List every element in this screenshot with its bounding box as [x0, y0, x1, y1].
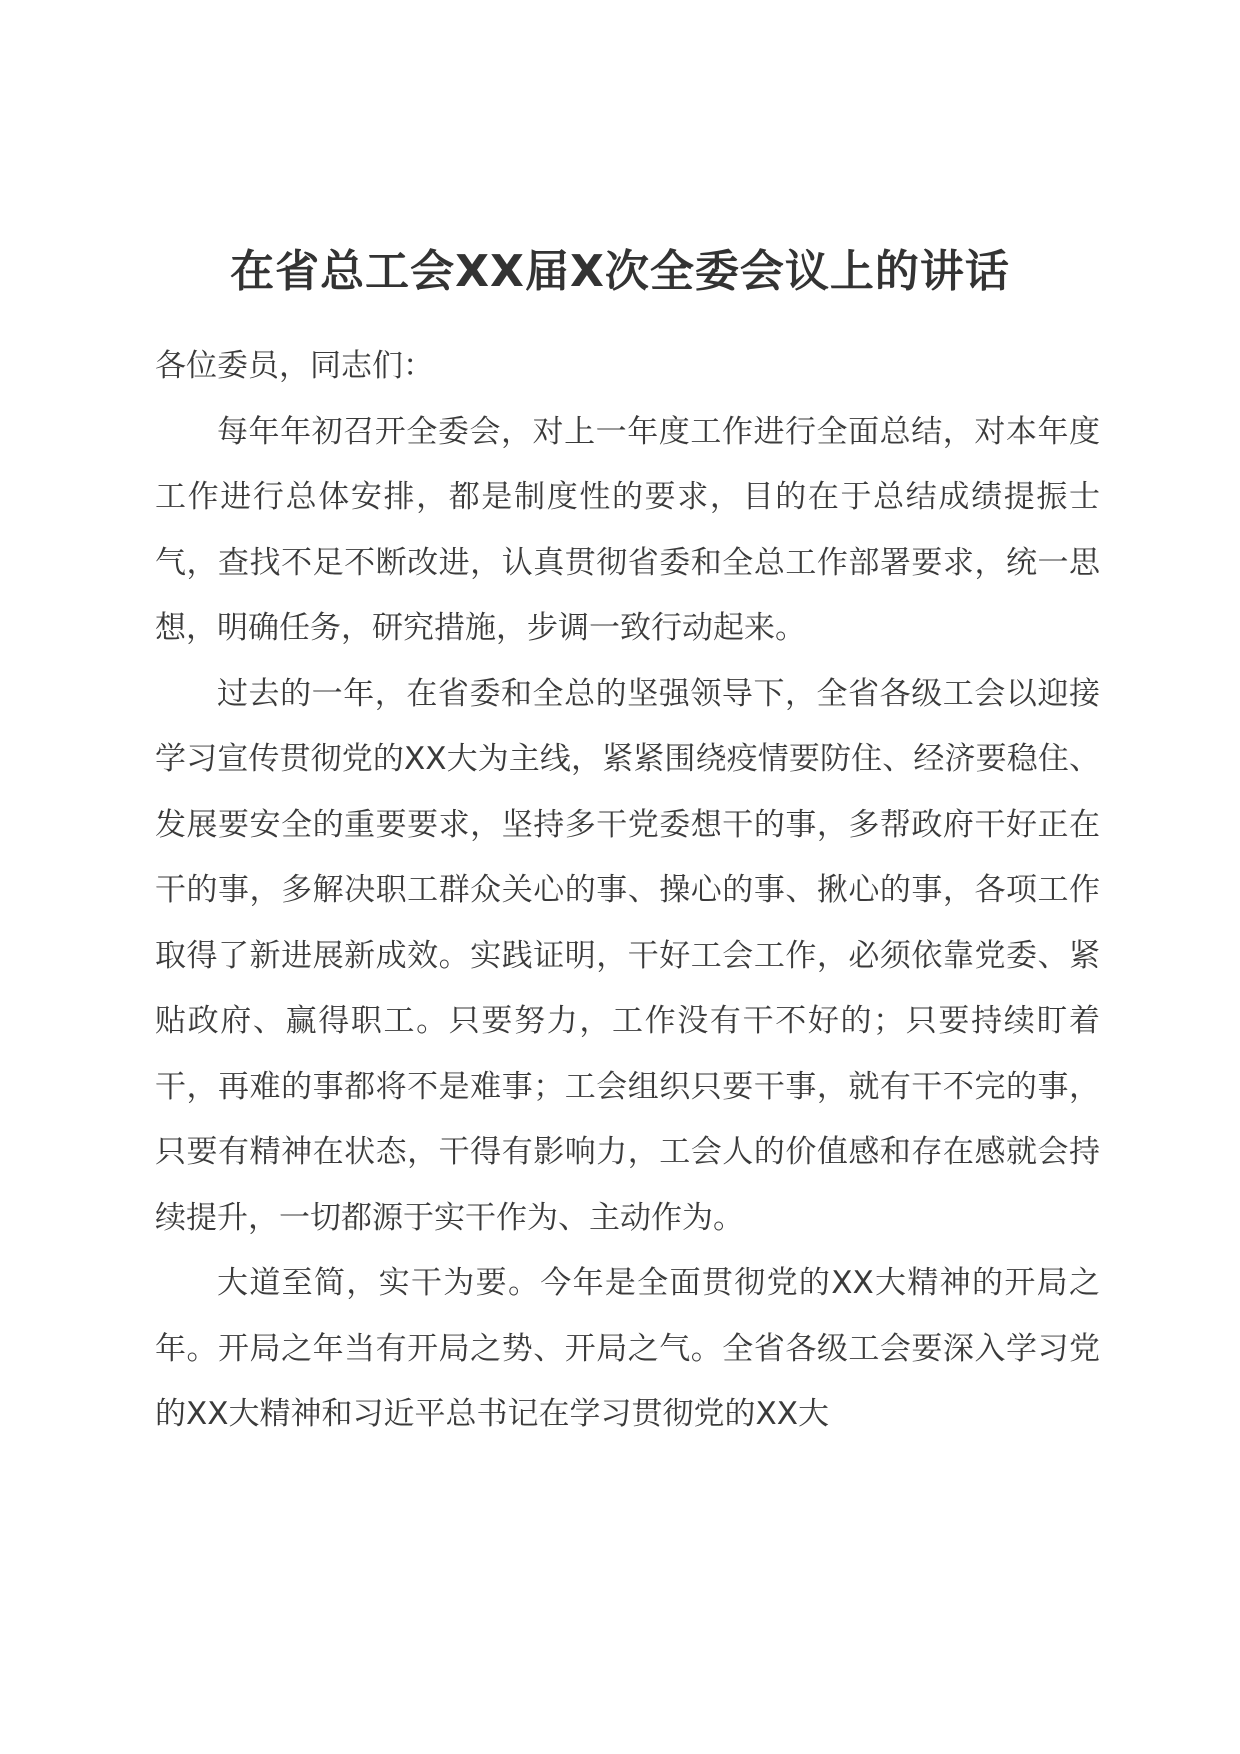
paragraph-2: 过去的一年，在省委和全总的坚强领导下，全省各级工会以迎接学习宣传贯彻党的XX大为主线，紧紧围绕疫情要防住、经济要稳住、发展要安全的重要要求，坚持多干党委想干的事，多帮政府干好正在干的事，多解决职工群众关心的事、操心的事、揪心的事，各项工作取得了新进展新成效。实践证明，干好工会工作，必须依靠党委、紧贴政府、赢得职工。只要努力，工作没有干不好的；只要持续盯着干，再难的事都将不是难事；工会组织只要干事，就有干不完的事，只要有精神在状态，干得有影响力，工会人的价值感和存在感就会持续提升，一切都源于实干作为、主动作为。	[155, 675, 1100, 1236]
document-title: 在省总工会XX届X次全委会议上的讲话	[230, 246, 1010, 297]
paragraph-1: 每年年初召开全委会，对上一年度工作进行全面总结，对本年度工作进行总体安排，都是制度性的要求，目的在于总结成绩提振士气，查找不足不断改进，认真贯彻省委和全总工作部署要求，统一思想，明确任务，研究措施，步调一致行动起来。	[155, 413, 1100, 646]
document-body	[155, 334, 1100, 1448]
paragraph-3: 大道至简，实干为要。今年是全面贯彻党的XX大精神的开局之年。开局之年当有开局之势、开局之气。全省各级工会要深入学习党的XX大精神和习近平总书记在学习贯彻党的XX大	[155, 1265, 1100, 1432]
salutation: 各位委员，同志们：	[155, 348, 434, 384]
